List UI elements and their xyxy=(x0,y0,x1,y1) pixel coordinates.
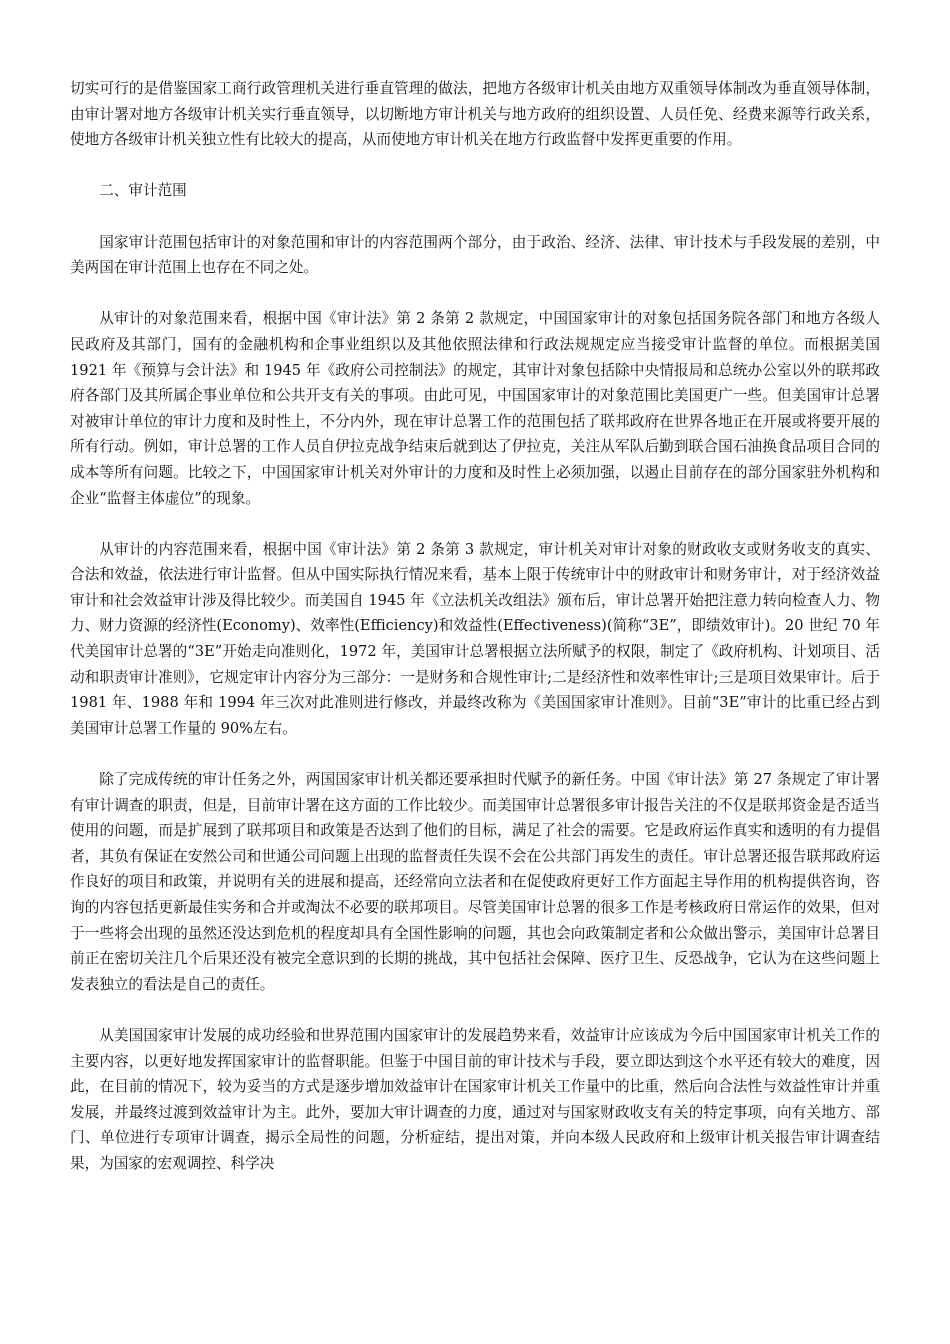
paragraph-continuation: 切实可行的是借鉴国家工商行政管理机关进行垂直管理的做法，把地方各级审计机关由地方双重领导体制改为垂直领导体制，由审计署对地方各级审计机关实行垂直领导，以切断地方审计机关与地方政府的组织设置、人员任免、经费来源等行政关系，使地方各级审计机关独立性有比较大的提高，从而使地方审计机关在地方行政监督中发挥更重要的作用。 xyxy=(70,80,880,149)
paragraph-new-tasks: 除了完成传统的审计任务之外，两国国家审计机关都还要承担时代赋予的新任务。中国《审计法》第 27 条规定了审计署有审计调查的职责，但是，目前审计署在这方面的工作比较少。而美国审计总署很多审计报告关注的不仅是联邦资金是否适当使用的问题，而是扩展到了联邦项目和政策是否达到了他们的目标，满足了社会的需要。它是政府运作真实和透明的有力提倡者，其负有保证在安然公司和世通公司问题上出现的监督责任失误不会在公共部门再发生的责任。审计总署还报告联邦政府运作良好的项目和政策，并说明有关的进展和提高，还经常向立法者和在促使政府更好工作方面起主导作用的机构提供咨询，咨询的内容包括更新最佳实务和合并或淘汰不必要的联邦项目。尽管美国审计总署的很多工作是考核政府日常运作的效果，但对于一些将会出现的虽然还没达到危机的程度却具有全国性影响的问题，其也会向政策制定者和公众做出警示，美国审计总署目前正在密切关注几个后果还没有被完全意识到的长期的挑战，其中包括社会保障、医疗卫生、反恐战争，它认为在这些问题上发表独立的看法是自己的责任。 xyxy=(70,771,880,993)
document-page xyxy=(70,76,880,1202)
paragraph-object-scope: 从审计的对象范围来看，根据中国《审计法》第 2 条第 2 款规定，中国国家审计的对象包括国务院各部门和地方各级人民政府及其部门，国有的金融机构和企事业组织以及其他依照法律和行政法规规定应当接受审计监督的单位。而根据美国 1921 年《预算与会计法》和 1945 年《政府公司控制法》的规定，其审计对象包括除中央情报局和总统办公室以外的联邦政府各部门及其所属企事业单位和公共开支有关的事项。由此可见，中国国家审计的对象范围比美国更广一些。但美国审计总署对被审计单位的审计力度和及时性上，不分内外，现在审计总署工作的范围包括了联邦政府在世界各地正在开展或将要开展的所有行动。例如，审计总署的工作人员自伊拉克战争结束后就到达了伊拉克，关注从军队后勤到联合国石油换食品项目合同的成本等所有问题。比较之下，中国国家审计机关对外审计的力度和及时性上必须加强，以遏止目前存在的部分国家驻外机构和企业“监督主体虚位”的现象。 xyxy=(70,310,880,507)
section-heading-audit-scope: 二、审计范围 xyxy=(99,182,187,200)
paragraph-scope-intro: 国家审计范围包括审计的对象范围和审计的内容范围两个部分，由于政治、经济、法律、审计技术与手段发展的差别，中美两国在审计范围上也存在不同之处。 xyxy=(70,233,880,277)
paragraph-content-scope: 从审计的内容范围来看，根据中国《审计法》第 2 条第 3 款规定，审计机关对审计对象的财政收支或财务收支的真实、合法和效益，依法进行审计监督。但从中国实际执行情况来看，基本上限于传统审计中的财政审计和财务审计，对于经济效益审计和社会效益审计涉及得比较少。而美国自 1945 年《立法机关改组法》颁布后，审计总署开始把注意力转向检查人力、物力、财力资源的经济性(Economy)、效率性(Efficiency)和效益性(Effectiveness)(简称“3E”，即绩效审计)。20 世纪 70 年代美国审计总署的“3E”开始走向准则化，1972 年，美国审计总署根据立法所赋予的权限，制定了《政府机构、计划项目、活动和职责审计准则》，它规定审计内容分为三部分：一是财务和合规性审计;二是经济性和效率性审计;三是项目效果审计。后于 1981 年、1988 年和 1994 年三次对此准则进行修改，并最终改称为《美国国家审计准则》。目前“3E”审计的比重已经占到美国审计总署工作量的 90%左右。 xyxy=(70,540,880,737)
paragraph-conclusion: 从美国国家审计发展的成功经验和世界范围内国家审计的发展趋势来看，效益审计应该成为今后中国国家审计机关工作的主要内容，以更好地发挥国家审计的监督职能。但鉴于中国目前的审计技术与手段，要立即达到这个水平还有较大的难度，因此，在目前的情况下，较为妥当的方式是逐步增加效益审计在国家审计机关工作量中的比重，然后向合法性与效益性审计并重发展，并最终过渡到效益审计为主。此外，要加大审计调查的力度，通过对与国家财政收支有关的特定事项，向有关地方、部门、单位进行专项审计调查，揭示全局性的问题，分析症结，提出对策，并向本级人民政府和上级审计机关报告审计调查结果，为国家的宏观调控、科学决 xyxy=(70,1026,880,1172)
